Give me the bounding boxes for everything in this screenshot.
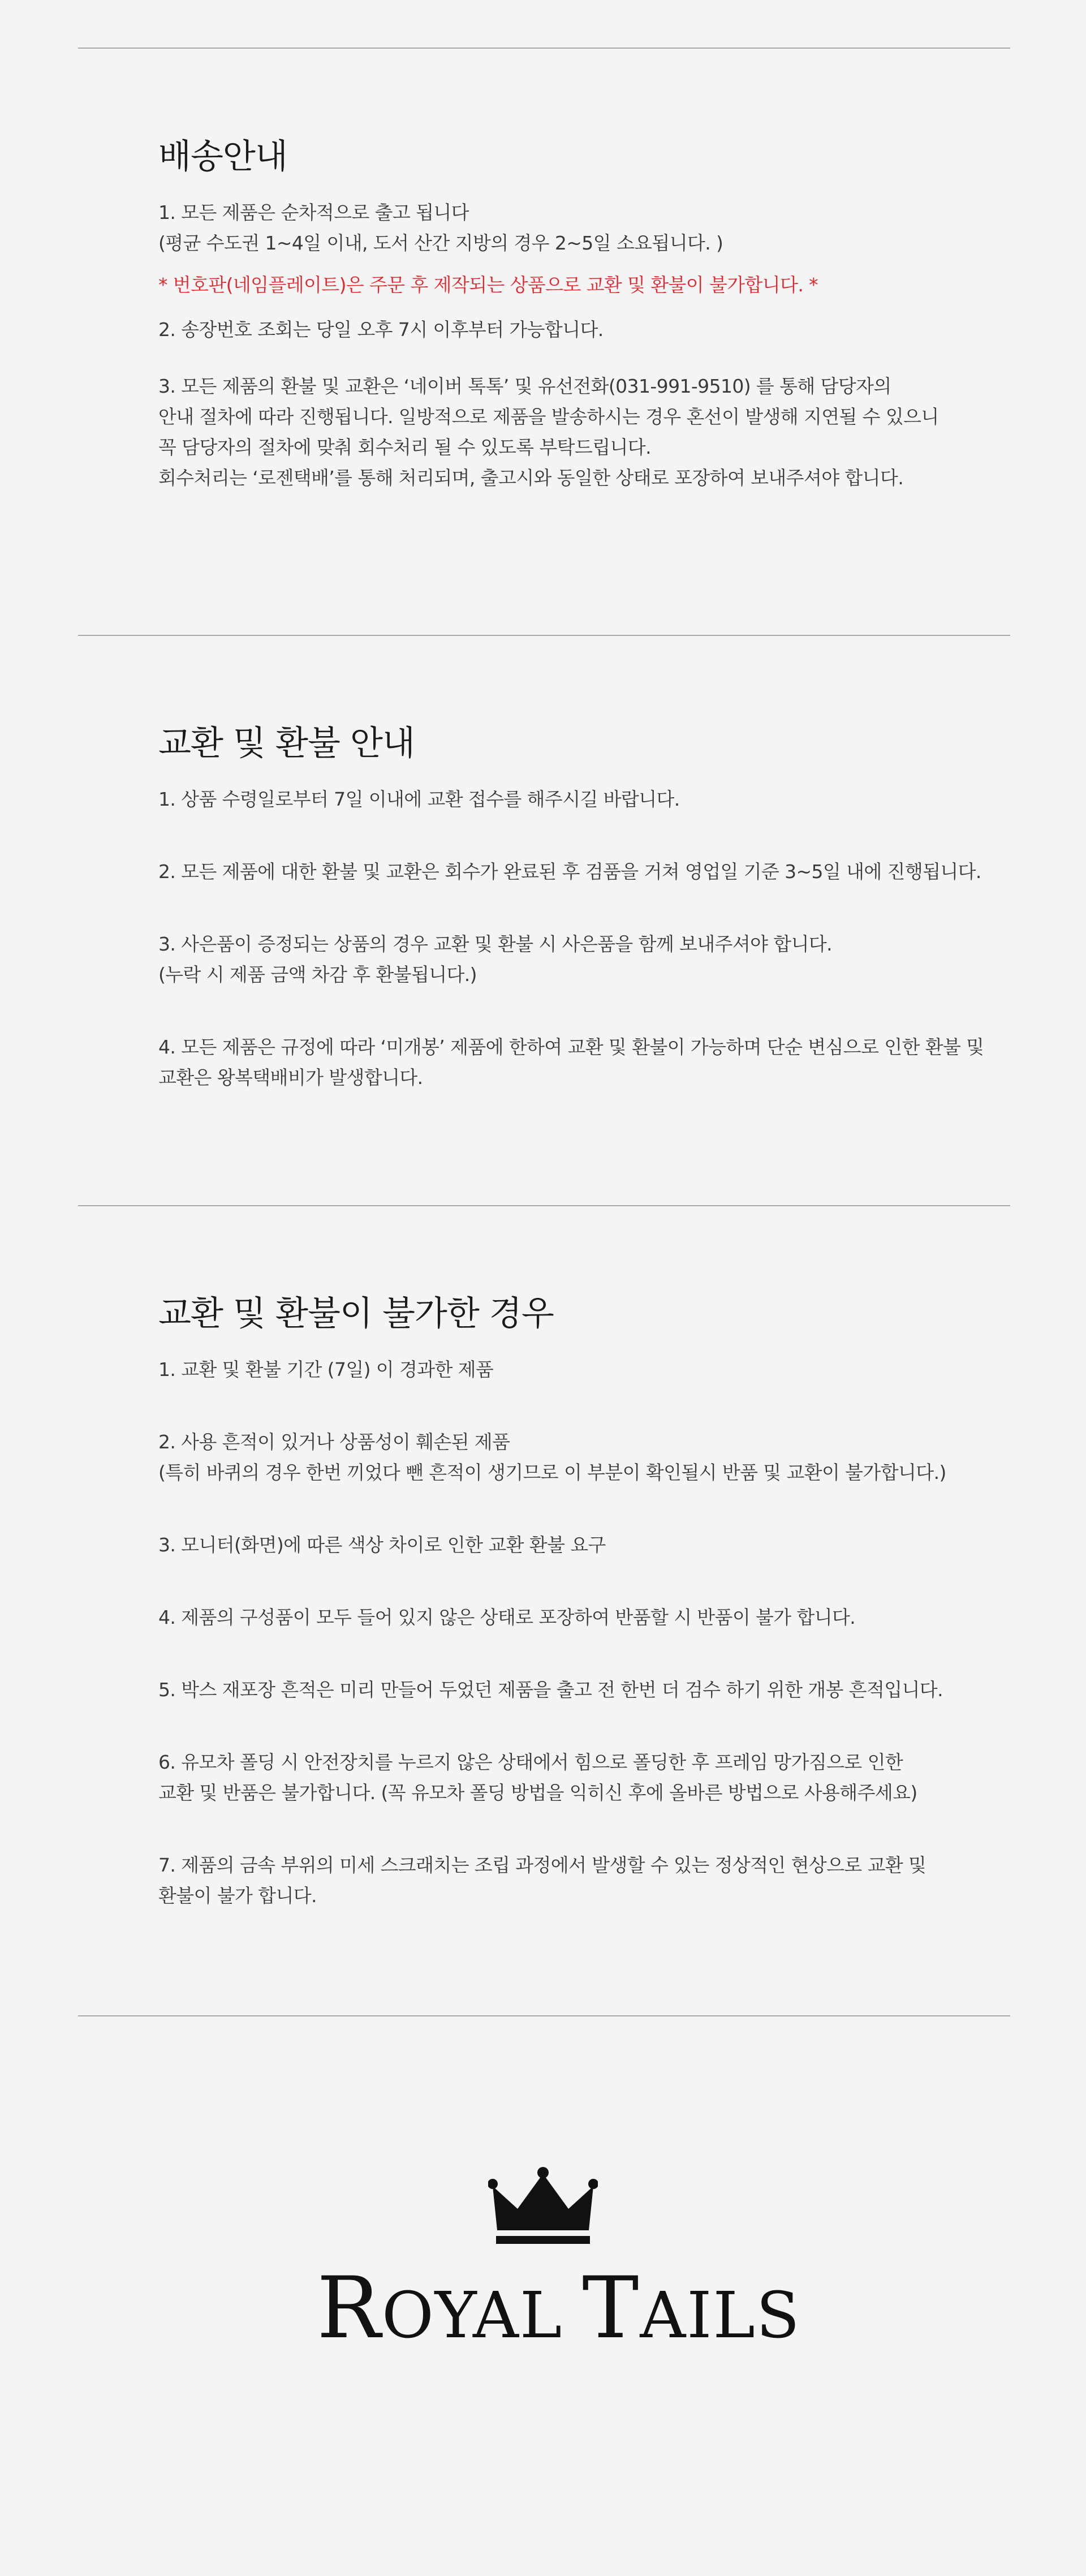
not-allowed-item-6: 6. 유모차 폴딩 시 안전장치를 누르지 않은 상태에서 힘으로 폴딩한 후 프레임 망가짐으로 인한 교환 및 반품은 불가합니다. (꼭 유모차 폴딩 방법을 익히신 후에 올바른 방법으로 사용해주세요) bbox=[158, 1751, 917, 1804]
section-divider bbox=[78, 635, 1010, 636]
shipping-title: 배송안내 bbox=[158, 137, 287, 177]
royal-tails-logo bbox=[317, 2161, 801, 2358]
not-allowed-item-1: 1. 교환 및 환불 기간 (7일) 이 경과한 제품 bbox=[158, 1358, 494, 1381]
exchange-item-4: 4. 모든 제품은 규정에 따라 ‘미개봉’ 제품에 한하여 교환 및 환불이 가능하며 단순 변심으로 인한 환불 및 교환은 왕복택배비가 발생합니다. bbox=[158, 1036, 984, 1089]
exchange-item-1: 1. 상품 수령일로부터 7일 이내에 교환 접수를 해주시길 바랍니다. bbox=[158, 788, 680, 810]
not-allowed-item-4: 4. 제품의 구성품이 모두 들어 있지 않은 상태로 포장하여 반품할 시 반품이 불가 합니다. bbox=[158, 1606, 856, 1628]
brand-initial-r: R bbox=[317, 2259, 382, 2358]
section-divider bbox=[78, 1205, 1010, 1206]
section-divider bbox=[78, 48, 1010, 49]
brand-word-ails: AILS bbox=[640, 2279, 801, 2353]
exchange-section bbox=[158, 720, 1018, 1093]
brand-initial-t: T bbox=[582, 2259, 640, 2358]
not-allowed-item-2: 2. 사용 흔적이 있거나 상품성이 훼손된 제품 (특히 바퀴의 경우 한번 끼었다 뺀 흔적이 생기므로 이 부분이 확인될시 반품 및 교환이 불가합니다.) bbox=[158, 1431, 946, 1483]
shipping-section bbox=[158, 133, 1018, 493]
not-allowed-item-7: 7. 제품의 금속 부위의 미세 스크래치는 조립 과정에서 발생할 수 있는 정상적인 현상으로 교환 및 환불이 불가 합니다. bbox=[158, 1854, 926, 1907]
shipping-item-1: 1. 모든 제품은 순차적으로 출고 됩니다 (평균 수도권 1~4일 이내, 도서 산간 지방의 경우 2~5일 소요됩니다. ) bbox=[158, 201, 723, 254]
nameplate-warning: * 번호판(네임플레이트)은 주문 후 제작되는 상품으로 교환 및 환불이 불가합니다. * bbox=[158, 274, 818, 296]
shipping-item-3: 3. 모든 제품의 환불 및 교환은 ‘네이버 톡톡’ 및 유선전화(031-991-9510) 를 통해 담당자의 안내 절차에 따라 진행됩니다. 일방적으로 제품을 발송하시는 경우 혼선이 발생해 지연될 수 있으니 꼭 담당자의 절차에 맞춰 회수처리 될 수 있도록 부탁드립니다. 회수처리는 ‘로젠택배’를 통해 처리되며, 출고시와 동일한 상태로 포장하여 보내주셔야 합니다. bbox=[158, 375, 939, 489]
exchange-item-2: 2. 모든 제품에 대한 환불 및 교환은 회수가 완료된 후 검품을 거쳐 영업일 기준 3~5일 내에 진행됩니다. bbox=[158, 861, 981, 883]
not-allowed-item-3: 3. 모니터(화면)에 따른 색상 차이로 인한 교환 환불 요구 bbox=[158, 1534, 606, 1556]
shipping-item-2: 2. 송장번호 조회는 당일 오후 7시 이후부터 가능합니다. bbox=[158, 319, 604, 341]
brand-word-oyal: OYAL bbox=[381, 2279, 563, 2353]
not-allowed-item-5: 5. 박스 재포장 흔적은 미리 만들어 두었던 제품을 출고 전 한번 더 검수 하기 위한 개봉 흔적입니다. bbox=[158, 1679, 943, 1701]
not-allowed-title: 교환 및 환불이 불가한 경우 bbox=[158, 1294, 554, 1334]
brand-wordmark bbox=[317, 2259, 801, 2358]
exchange-item-3: 3. 사은품이 증정되는 상품의 경우 교환 및 환불 시 사은품을 함께 보내주셔야 합니다. (누락 시 제품 금액 차감 후 환불됩니다.) bbox=[158, 933, 833, 986]
not-allowed-section bbox=[158, 1290, 1018, 1911]
exchange-title: 교환 및 환불 안내 bbox=[158, 724, 415, 763]
section-divider bbox=[78, 2015, 1010, 2016]
crown-icon bbox=[488, 2167, 598, 2246]
